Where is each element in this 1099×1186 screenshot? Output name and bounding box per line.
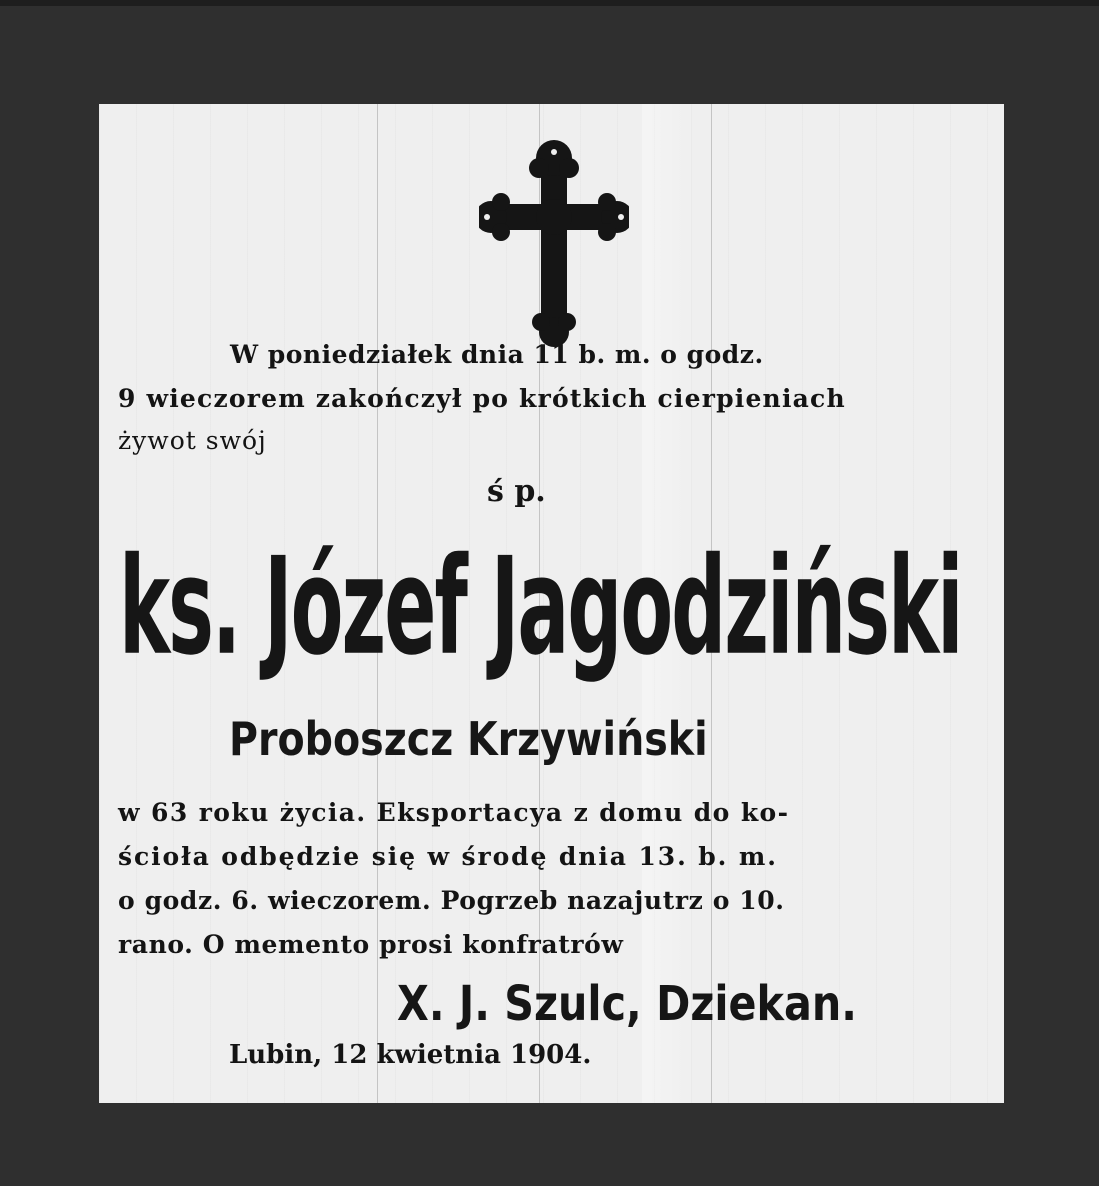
cross-icon bbox=[479, 134, 629, 349]
sp-abbreviation: ś p. bbox=[487, 474, 546, 509]
body-line-3: o godz. 6. wieczorem. Pogrzeb nazajutrz o 10. bbox=[118, 886, 785, 915]
body-line-2: ścioła odbędzie się w środę dnia 13. b. m. bbox=[118, 842, 778, 871]
intro-line-3: żywot swój bbox=[118, 426, 267, 455]
place-date: Lubin, 12 kwietnia 1904. bbox=[229, 1040, 592, 1070]
intro-line-1: W poniedziałek dnia 11 b. m. o godz. bbox=[230, 340, 764, 369]
body-line-4: rano. O memento prosi konfratrów bbox=[118, 930, 624, 959]
intro-line-2: 9 wieczorem zakończył po krótkich cierpieniach bbox=[118, 384, 846, 413]
deceased-title: Proboszcz Krzywiński bbox=[229, 712, 708, 766]
deceased-name: ks. Józef Jagodziński bbox=[119, 529, 962, 686]
body-line-1: w 63 roku życia. Eksportacya z domu do ko- bbox=[118, 798, 790, 827]
signature: X. J. Szulc, Dziekan. bbox=[397, 976, 857, 1032]
scan-frame-top bbox=[0, 0, 1099, 6]
obituary-notice bbox=[99, 104, 1004, 1103]
